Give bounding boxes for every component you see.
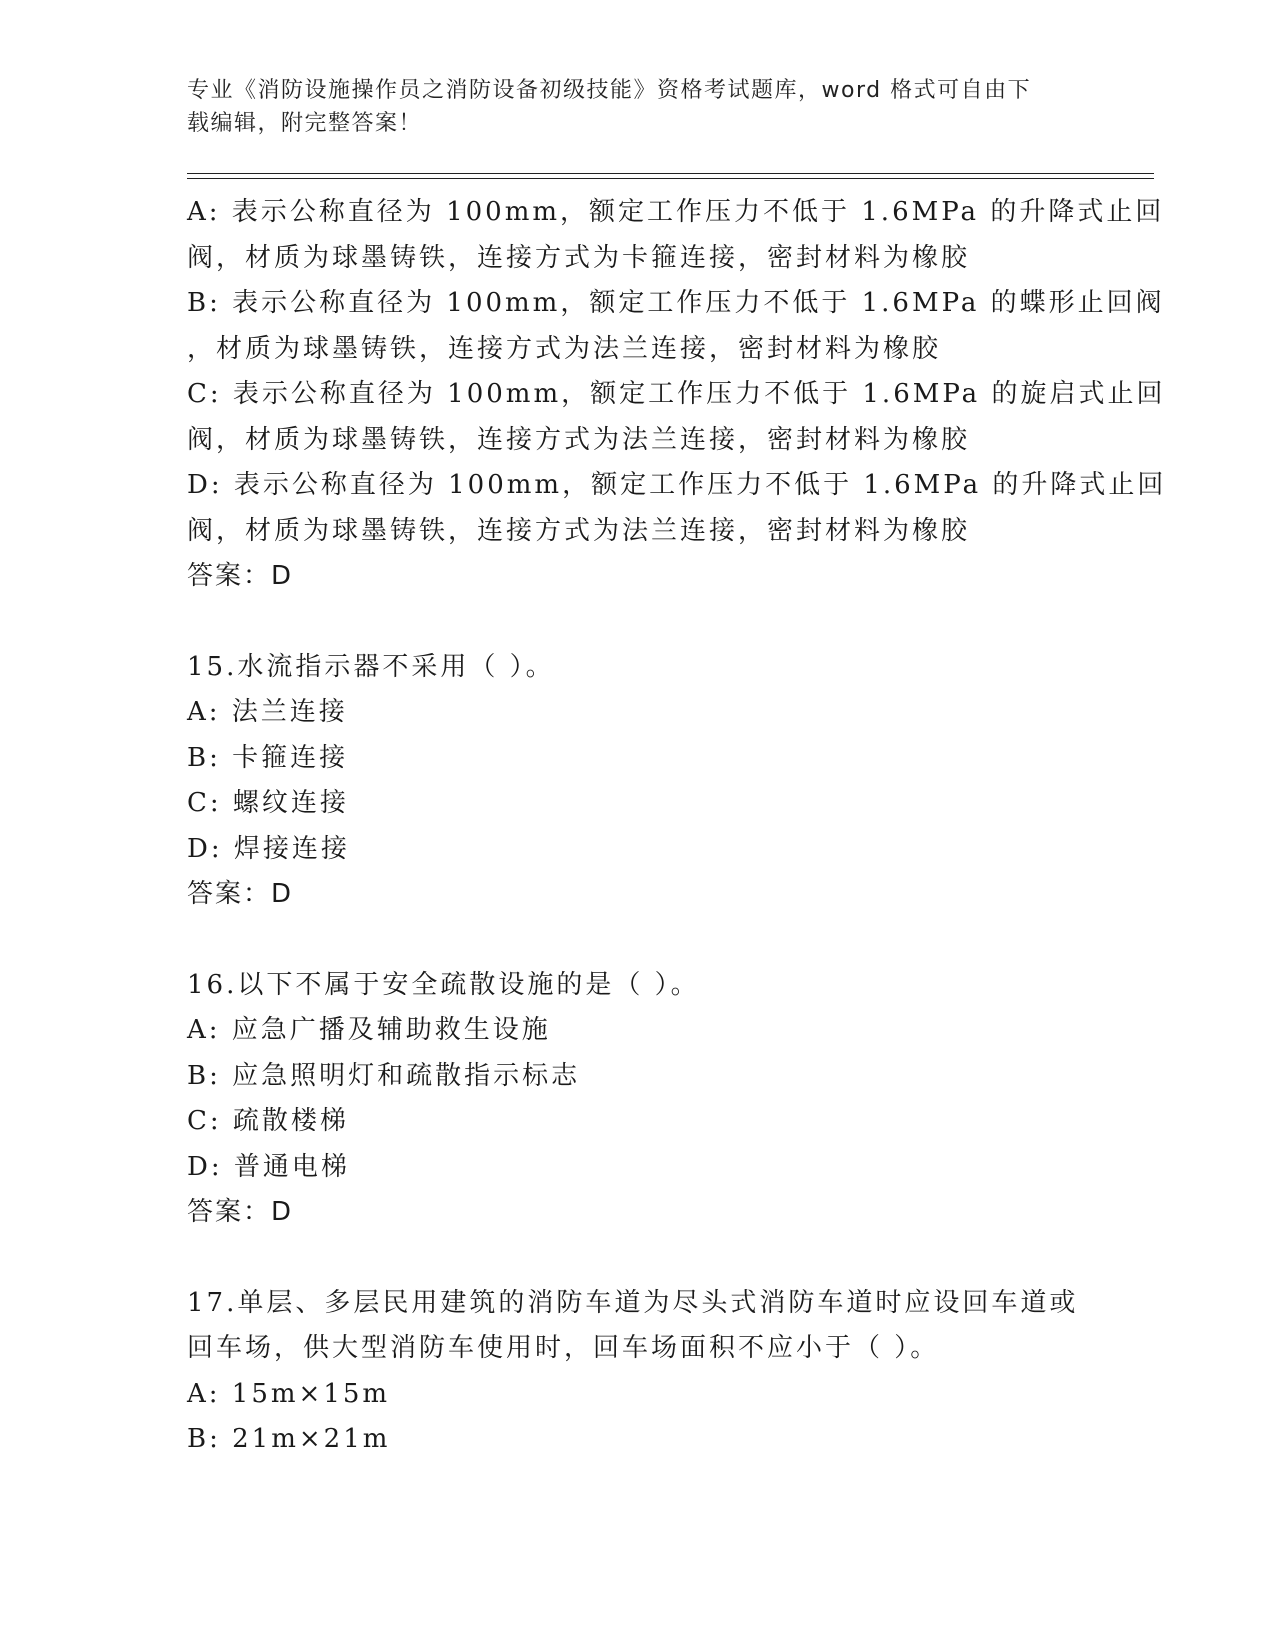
option-c-line-1: C: 表示公称直径为 100mm，额定工作压力不低于 1.6MPa 的旋启式止回 (187, 379, 1166, 409)
option-a-line-1: A: 表示公称直径为 100mm，额定工作压力不低于 1.6MPa 的升降式止回 (187, 197, 1165, 227)
option-a: A: 15m×15m (187, 1378, 391, 1409)
option-b-line-2: ，材质为球墨铸铁，连接方式为法兰连接，密封材料为橡胶 (187, 333, 942, 364)
option-c-line-2: 阀，材质为球墨铸铁，连接方式为法兰连接，密封材料为橡胶 (187, 424, 971, 455)
document-body (187, 190, 1167, 1463)
question-17 (187, 1281, 1087, 1463)
question-stem-line-2: 回车场，供大型消防车使用时，回车场面积不应小于（ ）。 (187, 1333, 940, 1363)
option-b: B: 应急照明灯和疏散指示标志 (187, 1060, 581, 1091)
option-d-line-2: 阀，材质为球墨铸铁，连接方式为法兰连接，密封材料为橡胶 (187, 515, 971, 546)
header-rule-bottom (187, 178, 1154, 179)
question-stem: 15.水流指示器不采用（ ）。 (187, 651, 555, 682)
option-a: A: 应急广播及辅助救生设施 (187, 1015, 551, 1045)
answer-text: 答案：D (187, 561, 294, 591)
question-stem-line-1: 17.单层、多层民用建筑的消防车道为尽头式消防车道时应设回车道或 (187, 1287, 1079, 1318)
answer-text: 答案：D (187, 879, 294, 909)
option-b: B: 卡箍连接 (187, 742, 349, 773)
document-header (187, 74, 1087, 140)
option-d: D: 焊接连接 (187, 833, 350, 864)
header-line-2: 载编辑，附完整答案！ (187, 111, 423, 136)
option-b: B: 21m×21m (187, 1424, 391, 1454)
option-d: D: 普通电梯 (187, 1151, 350, 1182)
option-a: A: 法兰连接 (187, 697, 348, 727)
option-c: C: 疏散楼梯 (187, 1106, 349, 1136)
question-stem: 16.以下不属于安全疏散设施的是（ ）。 (187, 969, 700, 1000)
option-a-line-2: 阀，材质为球墨铸铁，连接方式为卡箍连接，密封材料为橡胶 (187, 242, 971, 273)
question-15 (187, 645, 1087, 918)
question-14-options (187, 190, 1167, 600)
question-16 (187, 963, 1087, 1236)
option-c: C: 螺纹连接 (187, 788, 349, 818)
option-b-line-1: B: 表示公称直径为 100mm，额定工作压力不低于 1.6MPa 的蝶形止回阀 (187, 288, 1165, 318)
header-line-1: 专业《消防设施操作员之消防设备初级技能》资格考试题库，word 格式可自由下 (187, 78, 1032, 103)
option-d-line-1: D: 表示公称直径为 100mm，额定工作压力不低于 1.6MPa 的升降式止回 (187, 470, 1167, 500)
header-rule-top (187, 173, 1154, 174)
answer-text: 答案：D (187, 1197, 294, 1227)
